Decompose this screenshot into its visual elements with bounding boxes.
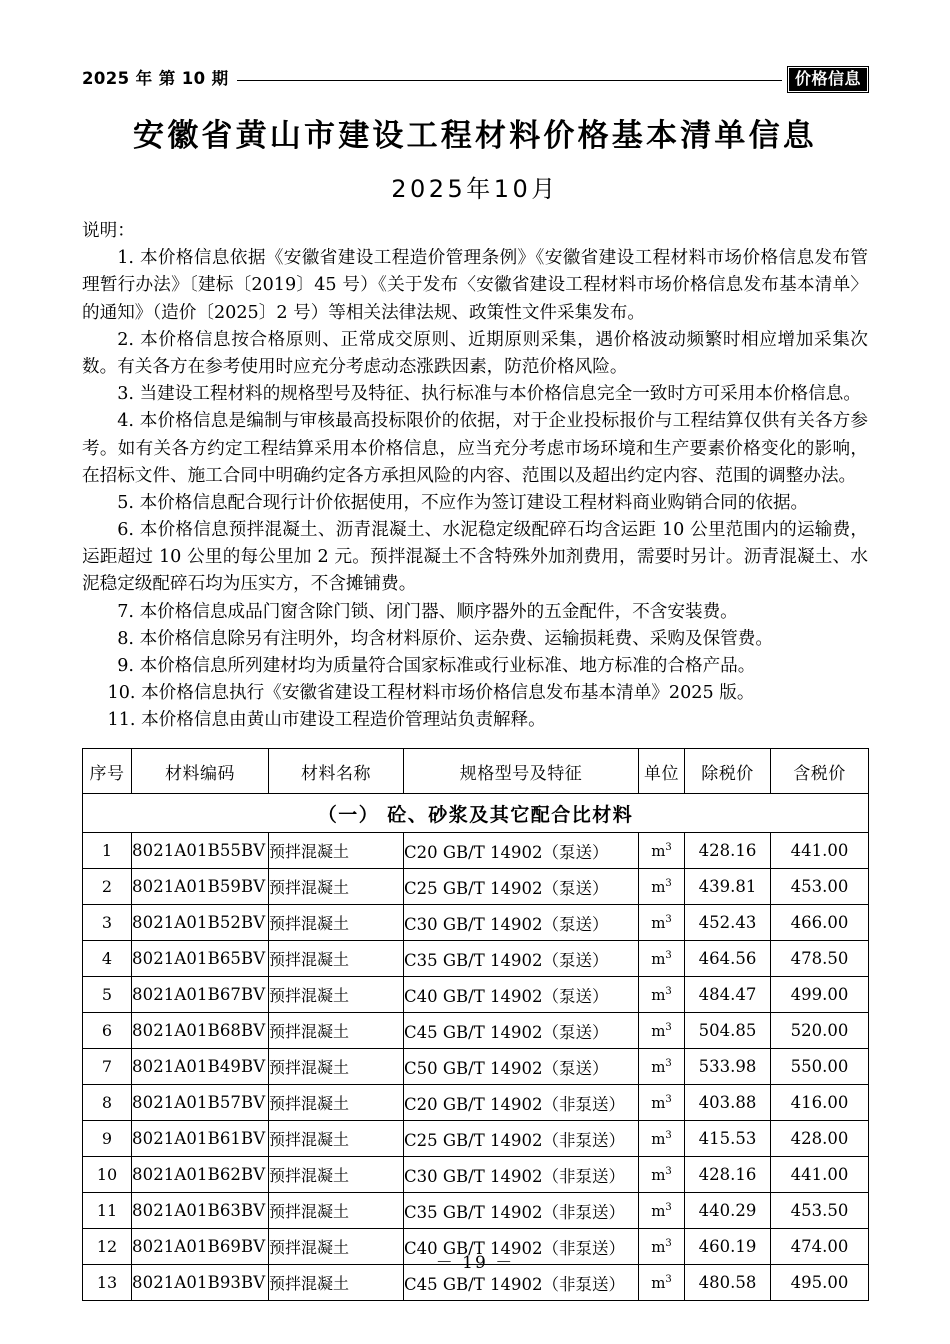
cell-name: 预拌混凝土 <box>269 1265 404 1301</box>
cell-code: 8021A01B69BV <box>132 1229 269 1265</box>
cell-in_tax: 495.00 <box>771 1265 869 1301</box>
cell-in_tax: 520.00 <box>771 1013 869 1049</box>
cell-idx: 10 <box>83 1157 132 1193</box>
cell-ex_tax: 439.81 <box>685 869 771 905</box>
cell-idx: 5 <box>83 977 132 1013</box>
publication-badge: 价格信息 <box>788 67 868 92</box>
notes-section <box>82 218 868 734</box>
cell-ex_tax: 428.16 <box>685 1157 771 1193</box>
cell-code: 8021A01B65BV <box>132 941 269 977</box>
header-rule <box>237 80 782 81</box>
cell-name: 预拌混凝土 <box>269 1229 404 1265</box>
cell-code: 8021A01B93BV <box>132 1265 269 1301</box>
cell-spec: C20 GB/T 14902（泵送） <box>404 833 639 869</box>
table-row <box>83 833 869 869</box>
cell-ex_tax: 484.47 <box>685 977 771 1013</box>
cell-unit: $m^3$ <box>639 833 685 869</box>
cell-spec: C25 GB/T 14902（非泵送） <box>404 1121 639 1157</box>
cell-ex_tax: 460.19 <box>685 1229 771 1265</box>
cell-name: 预拌混凝土 <box>269 1085 404 1121</box>
table-row <box>83 1193 869 1229</box>
cell-name: 预拌混凝土 <box>269 1049 404 1085</box>
cell-ex_tax: 403.88 <box>685 1085 771 1121</box>
cell-idx: 3 <box>83 905 132 941</box>
cell-name: 预拌混凝土 <box>269 1121 404 1157</box>
cell-ex_tax: 415.53 <box>685 1121 771 1157</box>
cell-code: 8021A01B68BV <box>132 1013 269 1049</box>
cell-in_tax: 478.50 <box>771 941 869 977</box>
cell-ex_tax: 464.56 <box>685 941 771 977</box>
column-header-spec: 规格型号及特征 <box>404 749 639 794</box>
cell-idx: 1 <box>83 833 132 869</box>
cell-name: 预拌混凝土 <box>269 905 404 941</box>
column-header-index: 序号 <box>83 749 132 794</box>
cell-idx: 8 <box>83 1085 132 1121</box>
cell-unit: $m^3$ <box>639 1085 685 1121</box>
cell-idx: 11 <box>83 1193 132 1229</box>
table-row <box>83 905 869 941</box>
cell-code: 8021A01B63BV <box>132 1193 269 1229</box>
cell-name: 预拌混凝土 <box>269 1013 404 1049</box>
note-item-5: 5. 本价格信息配合现行计价依据使用，不应作为签订建设工程材料商业购销合同的依据。 <box>117 492 809 513</box>
cell-idx: 9 <box>83 1121 132 1157</box>
column-header-code: 材料编码 <box>132 749 269 794</box>
cell-spec: C20 GB/T 14902（非泵送） <box>404 1085 639 1121</box>
cell-unit: $m^3$ <box>639 1193 685 1229</box>
table-row <box>83 941 869 977</box>
cell-spec: C30 GB/T 14902（非泵送） <box>404 1157 639 1193</box>
cell-unit: $m^3$ <box>639 977 685 1013</box>
cell-in_tax: 441.00 <box>771 1157 869 1193</box>
running-header <box>82 0 868 96</box>
cell-in_tax: 416.00 <box>771 1085 869 1121</box>
cell-code: 8021A01B52BV <box>132 905 269 941</box>
material-price-table <box>82 748 869 1301</box>
table-header-row <box>83 749 869 794</box>
cell-unit: $m^3$ <box>639 905 685 941</box>
cell-spec: C40 GB/T 14902（泵送） <box>404 977 639 1013</box>
cell-code: 8021A01B59BV <box>132 869 269 905</box>
cell-unit: $m^3$ <box>639 1157 685 1193</box>
cell-in_tax: 453.50 <box>771 1193 869 1229</box>
cell-ex_tax: 452.43 <box>685 905 771 941</box>
cell-idx: 13 <box>83 1265 132 1301</box>
cell-code: 8021A01B55BV <box>132 833 269 869</box>
section-title: （一） 砼、砂浆及其它配合比材料 <box>83 794 869 833</box>
issue-label: 2025 年 第 10 期 <box>82 68 229 88</box>
cell-ex_tax: 440.29 <box>685 1193 771 1229</box>
column-header-unit: 单位 <box>639 749 685 794</box>
cell-in_tax: 453.00 <box>771 869 869 905</box>
table-row <box>83 1121 869 1157</box>
cell-name: 预拌混凝土 <box>269 869 404 905</box>
table-row <box>83 1157 869 1193</box>
cell-in_tax: 474.00 <box>771 1229 869 1265</box>
cell-name: 预拌混凝土 <box>269 941 404 977</box>
column-header-name: 材料名称 <box>269 749 404 794</box>
cell-in_tax: 550.00 <box>771 1049 869 1085</box>
page-title: 安徽省黄山市建设工程材料价格基本清单信息 <box>133 118 817 154</box>
cell-name: 预拌混凝土 <box>269 1193 404 1229</box>
section-title-row <box>83 794 869 833</box>
cell-name: 预拌混凝土 <box>269 1157 404 1193</box>
cell-code: 8021A01B57BV <box>132 1085 269 1121</box>
cell-unit: $m^3$ <box>639 1265 685 1301</box>
table-row <box>83 1013 869 1049</box>
page-footer: － 19 － <box>435 1253 515 1273</box>
notes-heading: 说明： <box>82 221 135 242</box>
column-header-ex-tax: 除税价 <box>685 749 771 794</box>
cell-in_tax: 428.00 <box>771 1121 869 1157</box>
cell-ex_tax: 428.16 <box>685 833 771 869</box>
note-item-8: 8. 本价格信息除另有注明外，均含材料原价、运杂费、运输损耗费、采购及保管费。 <box>117 628 773 649</box>
cell-idx: 6 <box>83 1013 132 1049</box>
note-item-2: 2. 本价格信息按合格原则、正常成交原则、近期原则采集，遇价格波动频繁时相应增加采集次数。有关各方在参考使用时应充分考虑动态涨跌因素，防范价格风险。 <box>82 329 868 377</box>
cell-spec: C35 GB/T 14902（非泵送） <box>404 1193 639 1229</box>
cell-in_tax: 466.00 <box>771 905 869 941</box>
cell-idx: 7 <box>83 1049 132 1085</box>
column-header-in-tax: 含税价 <box>771 749 869 794</box>
note-item-1: 1. 本价格信息依据《安徽省建设工程造价管理条例》《安徽省建设工程材料市场价格信息发布管理暂行办法》〔建标〔2019〕45 号）《关于发布〈安徽省建设工程材料市场价格信息发布基本清单〉的通知》（造价〔2025〕2 号）等相关法律法规、政策性文件采集发布。 <box>82 248 868 323</box>
table-row <box>83 1085 869 1121</box>
table-row <box>83 869 869 905</box>
cell-ex_tax: 504.85 <box>685 1013 771 1049</box>
cell-idx: 4 <box>83 941 132 977</box>
note-item-3: 3. 当建设工程材料的规格型号及特征、执行标准与本价格信息完全一致时方可采用本价格信息。 <box>117 384 861 405</box>
note-item-6: 6. 本价格信息预拌混凝土、沥青混凝土、水泥稳定级配碎石均含运距 10 公里范围内的运输费，运距超过 10 公里的每公里加 2 元。预拌混凝土不含特殊外加剂费用，需要时另计。沥青混凝土、水泥稳定级配碎石均为压实方，不含摊铺费。 <box>82 520 868 595</box>
cell-code: 8021A01B49BV <box>132 1049 269 1085</box>
cell-unit: $m^3$ <box>639 1049 685 1085</box>
cell-spec: C45 GB/T 14902（非泵送） <box>404 1265 639 1301</box>
cell-unit: $m^3$ <box>639 1121 685 1157</box>
cell-spec: C30 GB/T 14902（泵送） <box>404 905 639 941</box>
cell-code: 8021A01B62BV <box>132 1157 269 1193</box>
note-item-4: 4. 本价格信息是编制与审核最高投标限价的依据，对于企业投标报价与工程结算仅供有关各方参考。如有关各方约定工程结算采用本价格信息，应当充分考虑市场环境和生产要素价格变化的影响，在招标文件、施工合同中明确约定各方承担风险的内容、范围以及超出约定内容、范围的调整办法。 <box>82 411 868 486</box>
note-item-9: 9. 本价格信息所列建材均为质量符合国家标准或行业标准、地方标准的合格产品。 <box>117 655 756 676</box>
cell-code: 8021A01B61BV <box>132 1121 269 1157</box>
page-subtitle: 2025年10月 <box>391 175 559 204</box>
cell-unit: $m^3$ <box>639 941 685 977</box>
note-item-7: 7. 本价格信息成品门窗含除门锁、闭门器、顺序器外的五金配件，不含安装费。 <box>117 601 738 622</box>
cell-unit: $m^3$ <box>639 869 685 905</box>
cell-ex_tax: 480.58 <box>685 1265 771 1301</box>
cell-spec: C50 GB/T 14902（泵送） <box>404 1049 639 1085</box>
cell-ex_tax: 533.98 <box>685 1049 771 1085</box>
cell-in_tax: 499.00 <box>771 977 869 1013</box>
cell-unit: $m^3$ <box>639 1013 685 1049</box>
table-body <box>83 794 869 1301</box>
note-item-11: 11. 本价格信息由黄山市建设工程造价管理站负责解释。 <box>107 710 546 731</box>
cell-spec: C45 GB/T 14902（泵送） <box>404 1013 639 1049</box>
cell-idx: 2 <box>83 869 132 905</box>
table-row <box>83 977 869 1013</box>
note-item-10: 10. 本价格信息执行《安徽省建设工程材料市场价格信息发布基本清单》2025 版。 <box>107 683 755 704</box>
cell-name: 预拌混凝土 <box>269 833 404 869</box>
cell-spec: C25 GB/T 14902（泵送） <box>404 869 639 905</box>
cell-spec: C40 GB/T 14902（非泵送） <box>404 1229 639 1265</box>
cell-unit: $m^3$ <box>639 1229 685 1265</box>
cell-spec: C35 GB/T 14902（泵送） <box>404 941 639 977</box>
cell-code: 8021A01B67BV <box>132 977 269 1013</box>
cell-in_tax: 441.00 <box>771 833 869 869</box>
table-row <box>83 1049 869 1085</box>
cell-idx: 12 <box>83 1229 132 1265</box>
cell-name: 预拌混凝土 <box>269 977 404 1013</box>
